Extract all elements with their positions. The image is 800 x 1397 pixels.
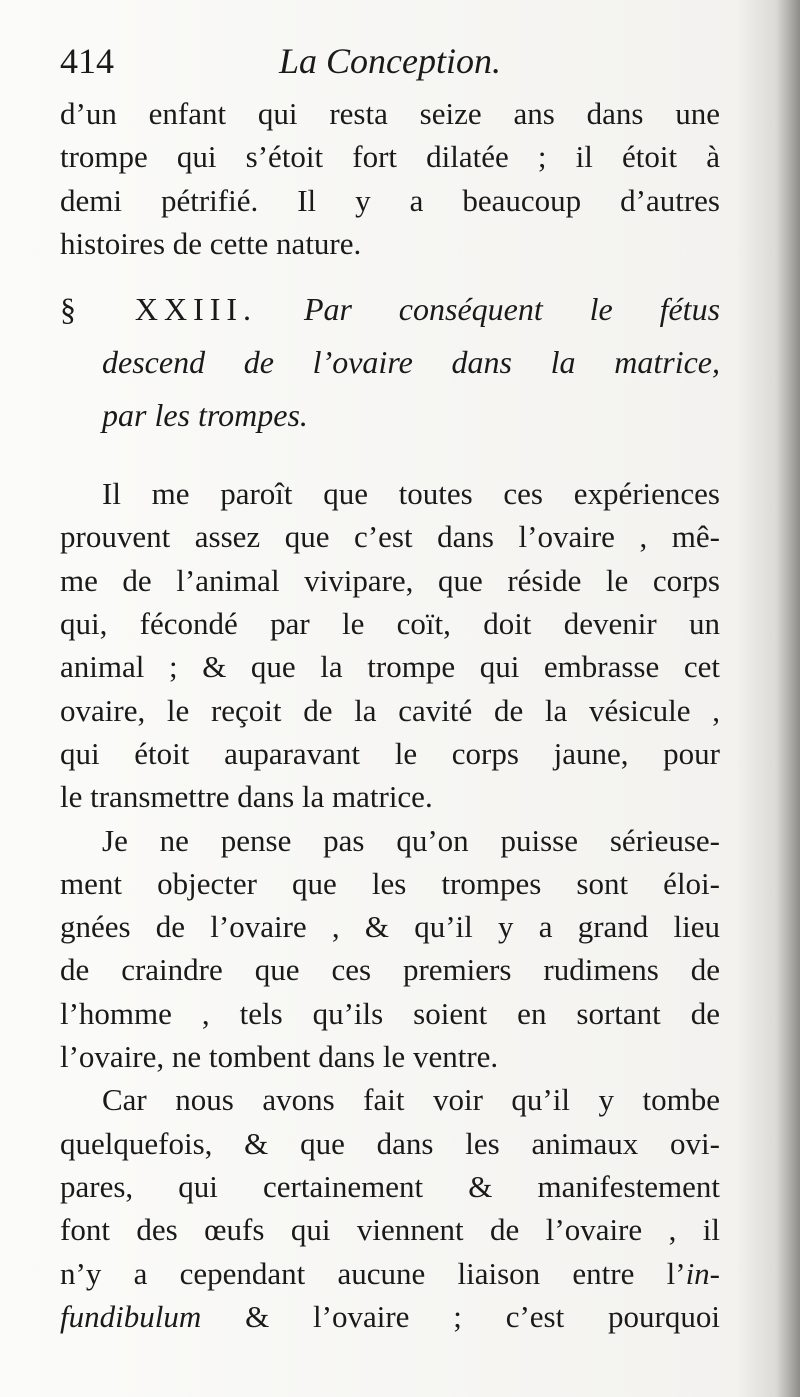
text-line: l’homme , tels qu’ils soient en sortant de: [60, 995, 720, 1031]
paragraph-3: [60, 1078, 720, 1338]
italic-fragment: fundibulum: [60, 1298, 202, 1334]
running-title: La Conception.: [279, 41, 501, 81]
text-line: qui étoit auparavant le corps jaune, pour: [60, 735, 720, 771]
text-line: quelquefois, & que dans les animaux ovi-: [60, 1125, 720, 1161]
text-line: le transmettre dans la matrice.: [60, 779, 433, 815]
text-line: Car nous avons fait voir qu’il y tombe: [102, 1082, 720, 1118]
section-title: Par conséquent le fétus: [303, 291, 721, 328]
text-line: ovaire, le reçoit de la cavité de la vésicule ,: [60, 692, 720, 728]
text-line: pares, qui certainement & manifestement: [60, 1168, 720, 1204]
text-line: qui, fécondé par le coït, doit devenir un: [60, 606, 720, 642]
text-line: font des œufs qui viennent de l’ovaire , il: [60, 1212, 720, 1248]
paragraph-1: [60, 472, 720, 818]
text-line: prouvent assez que c’est dans l’ovaire , mê-: [60, 519, 720, 555]
text-line: [60, 1252, 720, 1295]
text-line: histoires de cette nature.: [60, 225, 362, 261]
section-heading-line: par les trompes.: [102, 397, 308, 434]
paragraph-2: [60, 819, 720, 1079]
section-heading-line: [60, 283, 720, 336]
text-line: demi pétrifié. Il y a beaucoup d’autres: [60, 182, 720, 218]
italic-fragment: in-: [685, 1255, 720, 1291]
section-number: § XXIII.: [60, 291, 258, 328]
text-fragment: & l’ovaire ; c’est pourquoi: [201, 1298, 720, 1334]
text-line: d’un enfant qui resta seize ans dans une: [60, 96, 720, 131]
continuation-paragraph: [60, 92, 720, 265]
section-heading: [60, 283, 720, 442]
page-header: [60, 40, 720, 100]
text-line: trompe qui s’étoit fort dilatée ; il étoit à: [60, 139, 720, 175]
text-line: ment objecter que les trompes sont éloi-: [60, 865, 720, 901]
page-number: 414: [60, 41, 114, 81]
text-line: l’ovaire, ne tombent dans le ventre.: [60, 1039, 499, 1075]
section-heading-line: descend de l’ovaire dans la matrice,: [102, 344, 720, 381]
text-line: me de l’animal vivipare, que réside le corps: [60, 562, 720, 598]
text-line: gnées de l’ovaire , & qu’il y a grand lieu: [60, 909, 720, 945]
text-line: [60, 1295, 720, 1338]
text-line: Il me paroît que toutes ces expériences: [102, 476, 720, 512]
text-line: Je ne pense pas qu’on puisse sérieuse-: [102, 822, 720, 858]
text-fragment: n’y a cependant aucune liaison entre l’: [60, 1255, 686, 1291]
page-body: [60, 92, 720, 1338]
text-line: animal ; & que la trompe qui embrasse cet: [60, 649, 720, 685]
text-line: de craindre que ces premiers rudimens de: [60, 952, 720, 988]
